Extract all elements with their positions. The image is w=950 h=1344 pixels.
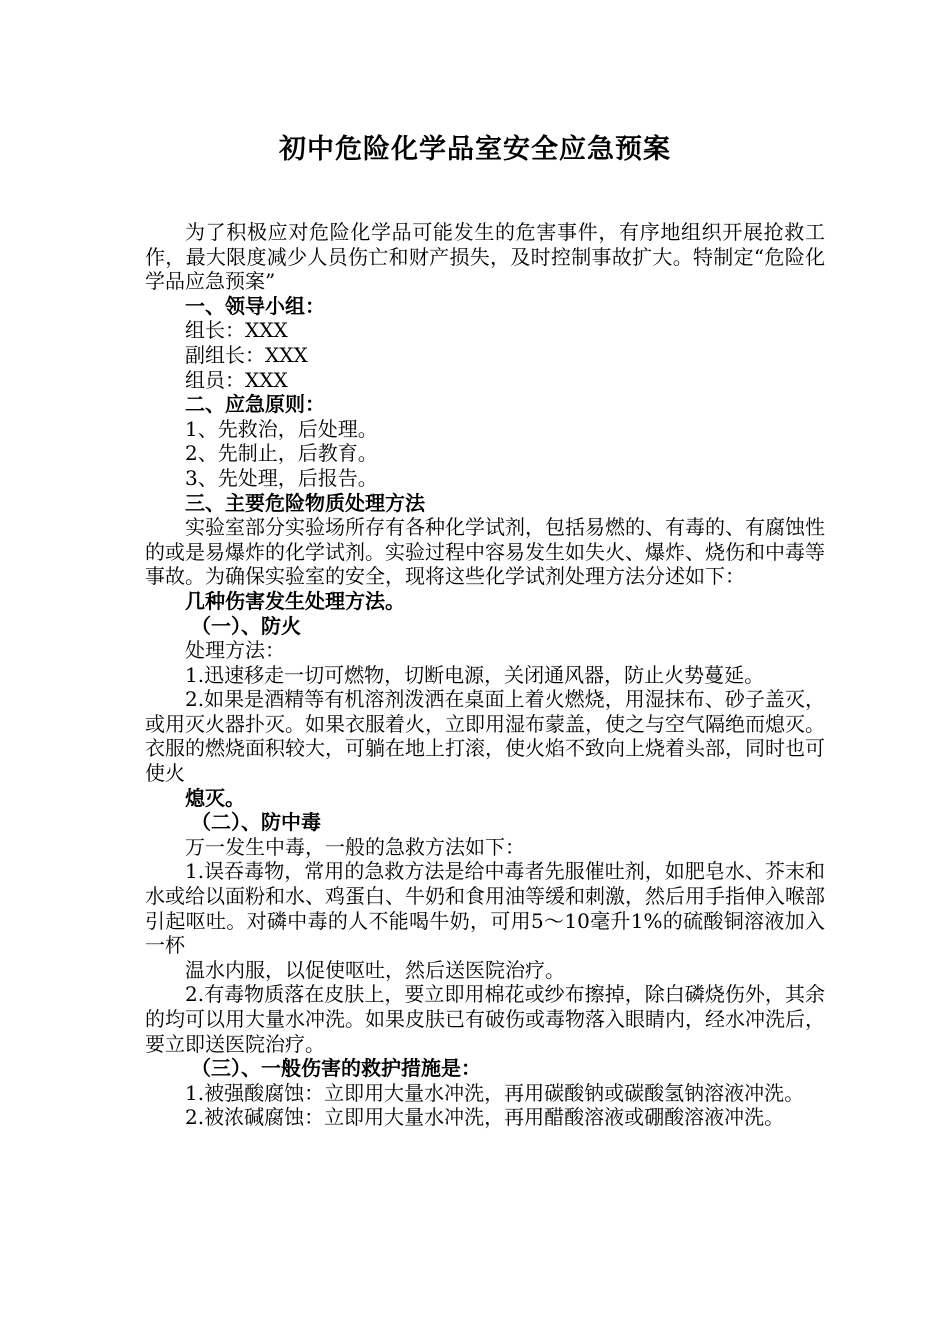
poison-intro: 万一发生中毒，一般的急救方法如下： — [185, 834, 525, 859]
section-heading-methods: 三、主要危险物质处理方法 — [185, 490, 425, 515]
poison-item-1: 1.误吞毒物，常用的急救方法是给中毒者先服催吐剂，如肥皂水、芥末和水或给以面粉和水、鸡蛋白、牛奶和食用油等缓和刺激，然后用手指伸入喉部引起呕吐。对磷中毒的人不能喝牛奶，可用5～10毫升1%的硫酸铜溶液加入一杯 — [145, 859, 825, 958]
principle-item: 2、先制止，后教育。 — [185, 441, 378, 466]
section-heading-leadership: 一、领导小组： — [185, 293, 325, 318]
fire-method-label: 处理方法： — [185, 638, 285, 663]
poison-item-1-tail: 温水内服，以促使呕吐，然后送医院治疗。 — [185, 957, 565, 982]
methods-subtitle: 几种伤害发生处理方法。 — [185, 588, 405, 613]
subsection-heading-fire: （一）、防火 — [191, 613, 301, 638]
methods-intro-paragraph: 实验室部分实验场所存有各种化学试剂，包括易燃的、有毒的、有腐蚀性的或是易爆炸的化学试剂。实验过程中容易发生如失火、爆炸、烧伤和中毒等事故。为确保实验室的安全，现将这些化学试剂处理方法分述如下： — [145, 515, 825, 589]
leader-line: 组长：XXX — [185, 318, 288, 343]
fire-item-1: 1.迅速移走一切可燃物，切断电源，关闭通风器，防止火势蔓延。 — [185, 662, 765, 687]
poison-item-2: 2.有毒物质落在皮肤上，要立即用棉花或纱布擦掉，除白磷烧伤外，其余的均可以用大量水冲洗。如果皮肤已有破伤或毒物落入眼睛内，经水冲洗后，要立即送医院治疗。 — [145, 982, 825, 1056]
intro-paragraph: 为了积极应对危险化学品可能发生的危害事件，有序地组织开展抢救工作，最大限度减少人员伤亡和财产损失，及时控制事故扩大。特制定“危险化学品应急预案” — [145, 220, 825, 294]
section-heading-principles: 二、应急原则： — [185, 392, 325, 417]
document-title: 初中危险化学品室安全应急预案 — [279, 134, 671, 165]
principle-item: 3、先处理，后报告。 — [185, 465, 378, 490]
fire-item-2-tail: 熄灭。 — [185, 785, 245, 810]
injury-item-2: 2.被浓碱腐蚀：立即用大量水冲洗，再用醋酸溶液或硼酸溶液冲洗。 — [185, 1105, 785, 1130]
fire-item-2: 2.如果是酒精等有机溶剂泼洒在桌面上着火燃烧，用湿抹布、砂子盖灭，或用灭火器扑灭。如果衣服着火，立即用湿布蒙盖，使之与空气隔绝而熄灭。衣服的燃烧面积较大，可躺在地上打滚，使火焰不致向上烧着头部，同时也可使火 — [145, 687, 825, 786]
deputy-leader-line: 副组长：XXX — [185, 342, 308, 367]
document-body — [145, 220, 825, 1130]
subsection-heading-injury: （三）、一般伤害的救护措施是： — [191, 1056, 481, 1081]
subsection-heading-poison: （二）、防中毒 — [191, 810, 321, 835]
members-line: 组员：XXX — [185, 367, 288, 392]
injury-item-1: 1.被强酸腐蚀：立即用大量水冲洗，再用碳酸钠或碳酸氢钠溶液冲洗。 — [185, 1080, 805, 1105]
principle-item: 1、先救治，后处理。 — [185, 416, 378, 441]
